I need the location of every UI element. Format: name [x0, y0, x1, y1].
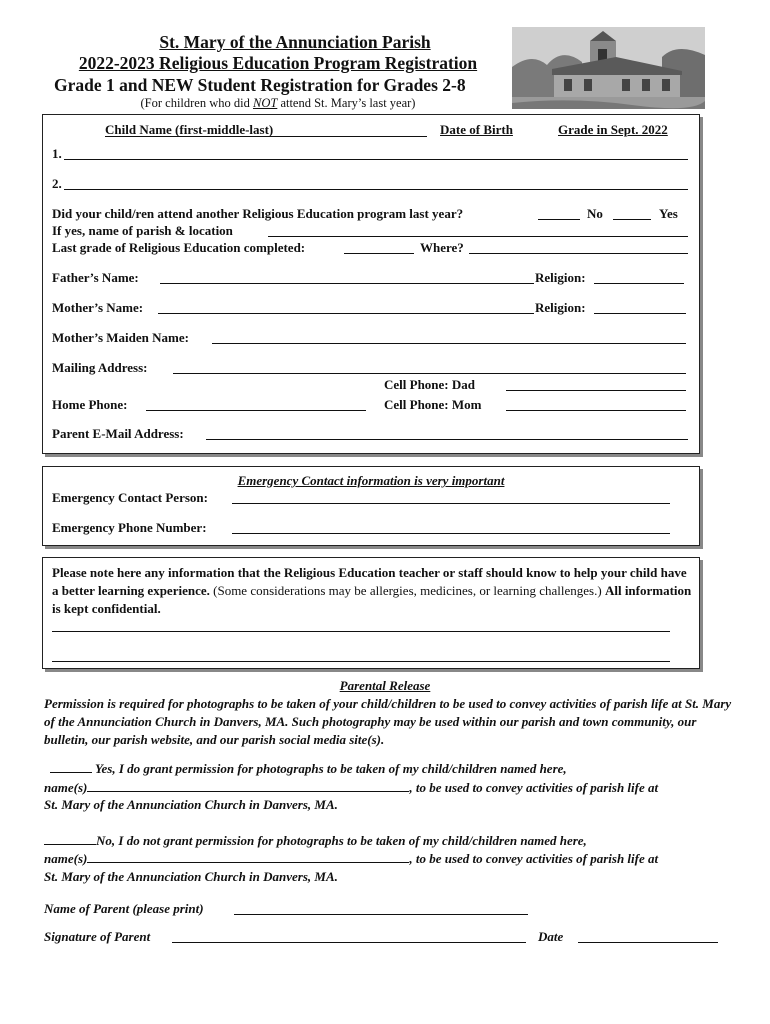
parent-signature-field[interactable]	[172, 942, 526, 943]
father-religion-field[interactable]	[594, 283, 684, 284]
where-field[interactable]	[469, 253, 688, 254]
child-row-1-field[interactable]	[64, 159, 688, 160]
prev-program-no-label: No	[587, 206, 603, 221]
parent-name-field[interactable]	[234, 914, 528, 915]
release-yes-names-field[interactable]	[87, 779, 409, 792]
mother-religion-label: Religion:	[535, 300, 586, 315]
date-field[interactable]	[578, 942, 718, 943]
release-no-names-line: name(s) , to be used to convey activities of parish life at	[44, 851, 659, 866]
student-info-section	[42, 114, 700, 454]
parent-signature-label: Signature of Parent	[44, 929, 151, 944]
parent-name-label: Name of Parent (please print)	[44, 901, 204, 916]
emergency-phone-field[interactable]	[232, 533, 670, 534]
where-label: Where?	[420, 240, 464, 255]
prev-program-yes-label: Yes	[659, 206, 678, 221]
mother-name-label: Mother’s Name:	[52, 300, 144, 315]
emergency-person-label: Emergency Contact Person:	[52, 490, 208, 505]
emergency-phone-label: Emergency Phone Number:	[52, 520, 207, 535]
release-no-names-field[interactable]	[87, 850, 409, 863]
child-row-2-field[interactable]	[64, 189, 688, 190]
release-no-church: St. Mary of the Annunciation Church in Danvers, MA.	[44, 869, 338, 884]
emergency-heading: Emergency Contact information is very important	[237, 473, 505, 488]
if-yes-field[interactable]	[268, 236, 688, 237]
release-yes-line: Yes, I do grant permission for photographs to be taken of my child/children named here,	[50, 760, 567, 777]
cell-mom-field[interactable]	[506, 410, 686, 411]
grades-title: Grade 1 and NEW Student Registration for Grades 2-8	[54, 75, 466, 95]
last-grade-field[interactable]	[344, 253, 414, 254]
release-yes-church: St. Mary of the Annunciation Church in Danvers, MA.	[44, 797, 338, 812]
if-yes-label: If yes, name of parish & location	[52, 223, 233, 238]
mailing-address-label: Mailing Address:	[52, 360, 148, 375]
release-yes-names-line: name(s) , to be used to convey activities of parish life at	[44, 780, 659, 795]
cell-dad-field[interactable]	[506, 390, 686, 391]
prev-program-no-field[interactable]	[538, 219, 580, 220]
release-yes-blank[interactable]	[50, 760, 92, 773]
notes-line-2[interactable]	[52, 661, 670, 662]
date-label: Date	[538, 929, 564, 944]
emergency-person-field[interactable]	[232, 503, 670, 504]
release-no-line: No, I do not grant permission for photographs to be taken of my child/children named here,	[44, 832, 587, 849]
home-phone-label: Home Phone:	[52, 397, 128, 412]
prev-program-question: Did your child/ren attend another Religious Education program last year?	[52, 206, 464, 221]
mailing-address-field[interactable]	[173, 373, 686, 374]
maiden-name-field[interactable]	[212, 343, 686, 344]
cell-mom-label: Cell Phone: Mom	[384, 397, 482, 412]
father-religion-label: Religion:	[535, 270, 586, 285]
church-sketch-image	[512, 27, 705, 109]
learning-notes-text: Please note here any information that the Religious Education teacher or staff should know to help your child have a better learning experience. (Some considerations may be allergies, medicines, or learning challenges.) All information is kept confidential.	[52, 565, 692, 616]
child-name-header: Child Name (first-middle-last)	[105, 122, 274, 137]
father-name-field[interactable]	[160, 283, 534, 284]
release-heading: Parental Release	[339, 678, 431, 693]
child-row-1-label: 1.	[52, 146, 62, 161]
home-phone-field[interactable]	[146, 410, 366, 411]
program-title: 2022-2023 Religious Education Program Registration	[78, 53, 478, 73]
header-note: (For children who did NOT attend St. Mary’s last year)	[140, 96, 416, 110]
prev-program-yes-field[interactable]	[613, 219, 651, 220]
notes-line-1[interactable]	[52, 631, 670, 632]
header-underline	[105, 136, 427, 137]
dob-header: Date of Birth	[440, 122, 513, 137]
mother-name-field[interactable]	[158, 313, 534, 314]
mother-religion-field[interactable]	[594, 313, 686, 314]
grade-header: Grade in Sept. 2022	[558, 122, 668, 137]
cell-dad-label: Cell Phone: Dad	[384, 377, 475, 392]
maiden-name-label: Mother’s Maiden Name:	[52, 330, 189, 345]
email-label: Parent E-Mail Address:	[52, 426, 184, 441]
last-grade-label: Last grade of Religious Education completed:	[52, 240, 306, 255]
release-no-blank[interactable]	[44, 832, 96, 845]
email-field[interactable]	[206, 439, 688, 440]
father-name-label: Father’s Name:	[52, 270, 139, 285]
release-paragraph: Permission is required for photographs to be taken of your child/children to be used to convey activities of parish life at St. Mary of the Annunciation Church in Danvers, MA. Such photography may be used within our parish and town community, our bulletin, our parish website, and our parish social media site(s).	[44, 696, 732, 747]
child-row-2-label: 2.	[52, 176, 62, 191]
parish-title: St. Mary of the Annunciation Parish	[159, 32, 431, 52]
